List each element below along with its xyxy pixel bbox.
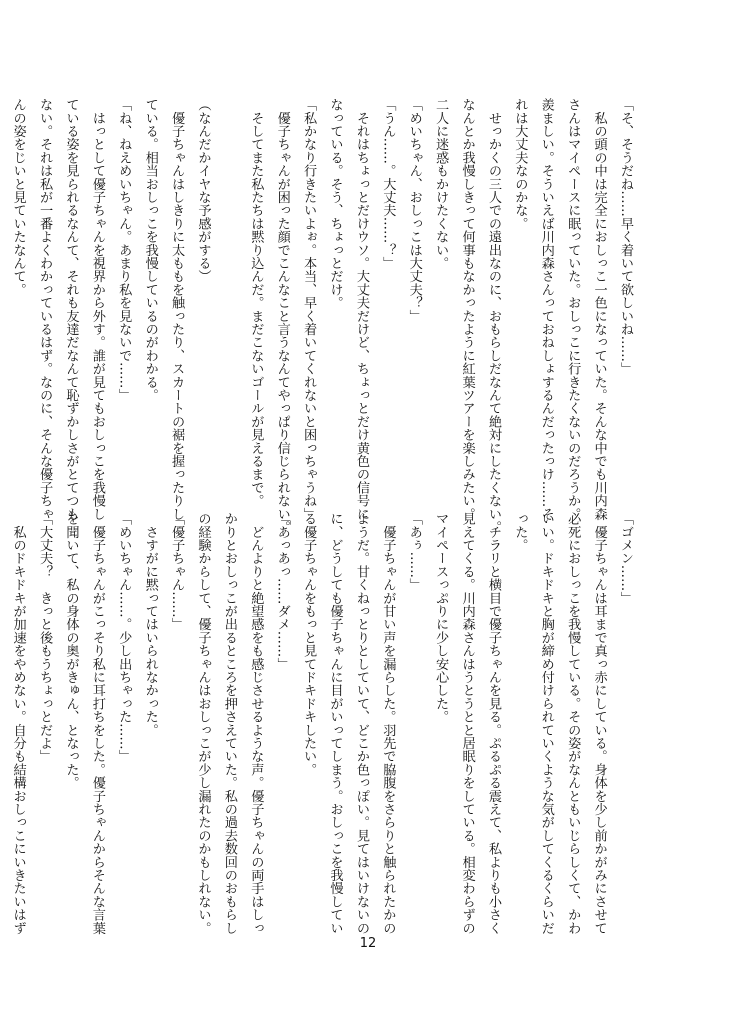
text-line: 「うん……。大丈夫……？」 (380, 98, 396, 270)
text-line: を聞いて、私の身体の奥がきゅん、となった。 (63, 512, 79, 790)
text-line: んの姿をじいと見ていたなんて。 (10, 98, 26, 296)
text-line: る優子ちゃんをもっと見てドキドキしたい。 (301, 512, 317, 776)
text-line: った。 (512, 512, 528, 552)
text-line: れは大丈夫なのかな。 (512, 98, 528, 230)
text-line: なんとか我慢しきって何事もなかったように紅葉ツアーを楽しみたい。 (459, 98, 475, 521)
text-line: そしてまた私たちは黙り込んだ。まだこないゴールが見えるまで。 (248, 98, 264, 508)
text-line: 見えてくる。川内森さんはうとうとと居眠りをしている。相変わらずの (459, 512, 475, 935)
text-line: 私のドキドキが加速をやめない。自分も結構おしっこにいきたいはず (10, 512, 26, 935)
text-line: さんはマイペースに眠っていた。おしっこに行きたくないのだろうか。 (565, 98, 581, 521)
text-line: 「大丈夫？ きっと後もうちょっとだよ」 (37, 512, 53, 763)
text-line: マイペースっぷりに少し安心した。 (433, 512, 449, 724)
text-line: チラリと横目で優子ちゃんを見る。ぷるぷる震えて、私よりも小さく (485, 512, 501, 935)
text-line: 「あっあっ……ダメ……」 (274, 512, 290, 671)
text-line: 「ね、ねえめいちゃん。あまり私を見ないで……」 (116, 98, 132, 402)
text-line (216, 98, 242, 490)
text-line: せっかくの三人での遠出なのに、おもらしだなんて絶対にしたくない。 (485, 98, 501, 534)
text-line: 「あぅ……」 (406, 512, 422, 592)
text-line: ようだ。甘くねっとりとしていて、どこか色っぽい。見てはいけないの (353, 512, 369, 935)
text-line: ている姿を見られるなんて、それも友達だなんて恥ずかしさがとてつも (63, 98, 79, 521)
text-line: 二人に迷惑もかけたくない。 (433, 98, 449, 270)
text-line: 優子ちゃんが甘い声を漏らした。羽先で脇腹をさらりと触られたかの (380, 512, 396, 935)
text-line: 「ゴメン……」 (618, 512, 633, 605)
text-line: 優子ちゃんが困った顔でこんなこと言うなんてやっぱり信じられない。 (274, 98, 290, 534)
page-number: 12 (359, 936, 377, 951)
lower-text-block (10, 512, 638, 935)
text-line: はっとして優子ちゃんを視界から外す。誰が見てもおしっこを我慢し (89, 98, 105, 521)
text-line: 「そ、そうだね……早く着いて欲しいね……」 (618, 98, 633, 376)
text-line: 「めいちゃん、おしっこは大丈夫？」 (406, 98, 422, 323)
text-line: ている。相当おしっこを我慢しているのがわかる。 (142, 98, 158, 402)
text-line: 優子ちゃんはしきりに太ももを触ったり、スカートの裾を握ったりし (169, 98, 185, 521)
text-line: に、どうしても優子ちゃんに目がいってしまう。おしっこを我慢してい (327, 512, 343, 935)
text-line: それはちょっとだけウソ。大丈夫だけど、ちょっとだけ黄色の信号に (353, 98, 369, 521)
text-line: ない。それは私が一番よくわかっているはず。なのに、そんな優子ちゃ (37, 98, 53, 521)
text-line: 「優子ちゃん……」 (169, 512, 185, 631)
text-line: の経験からして、優子ちゃんはおしっこが少し漏れたのかもしれない。 (195, 512, 211, 935)
text-line: 「私かなり行きたいよぉ。本当、早く着いてくれないと困っちゃうね」 (301, 98, 317, 521)
text-line: （なんだかイヤな予感がする） (195, 98, 211, 283)
text-line: 羨ましい。そういえば川内森さんっておねしょするんだったっけ……そ (538, 98, 554, 521)
text-line: 優子ちゃんは耳まで真っ赤にしている。身体を少し前かがみにさせて (591, 512, 607, 935)
text-line: なっている。そう、ちょっとだけ。 (327, 98, 343, 310)
text-line: いい。ドキドキと胸が締め付けられていくような気がしてくるくらいだ (538, 512, 554, 935)
text-line: 必死におしっこを我慢している。その姿がなんともいじらしくて、かわ (565, 512, 581, 935)
text-line: 優子ちゃんがこっそり私に耳打ちをした。優子ちゃんからそんな言葉 (89, 512, 105, 935)
text-line: かりとおしっこが出るところを押さえていた。私の過去数回のおもらし (221, 512, 237, 935)
upper-text-block (10, 98, 638, 534)
text-line: どんよりと絶望感をも感じさせるような声。優子ちゃんの両手はしっ (248, 512, 264, 935)
text-line: 「めいちゃん……。少し出ちゃった……」 (116, 512, 132, 763)
text-line: さすがに黙ってはいられなかった。 (142, 512, 158, 737)
text-line: 私の頭の中は完全におしっこ一色になっていた。そんな中でも川内森 (591, 98, 607, 521)
